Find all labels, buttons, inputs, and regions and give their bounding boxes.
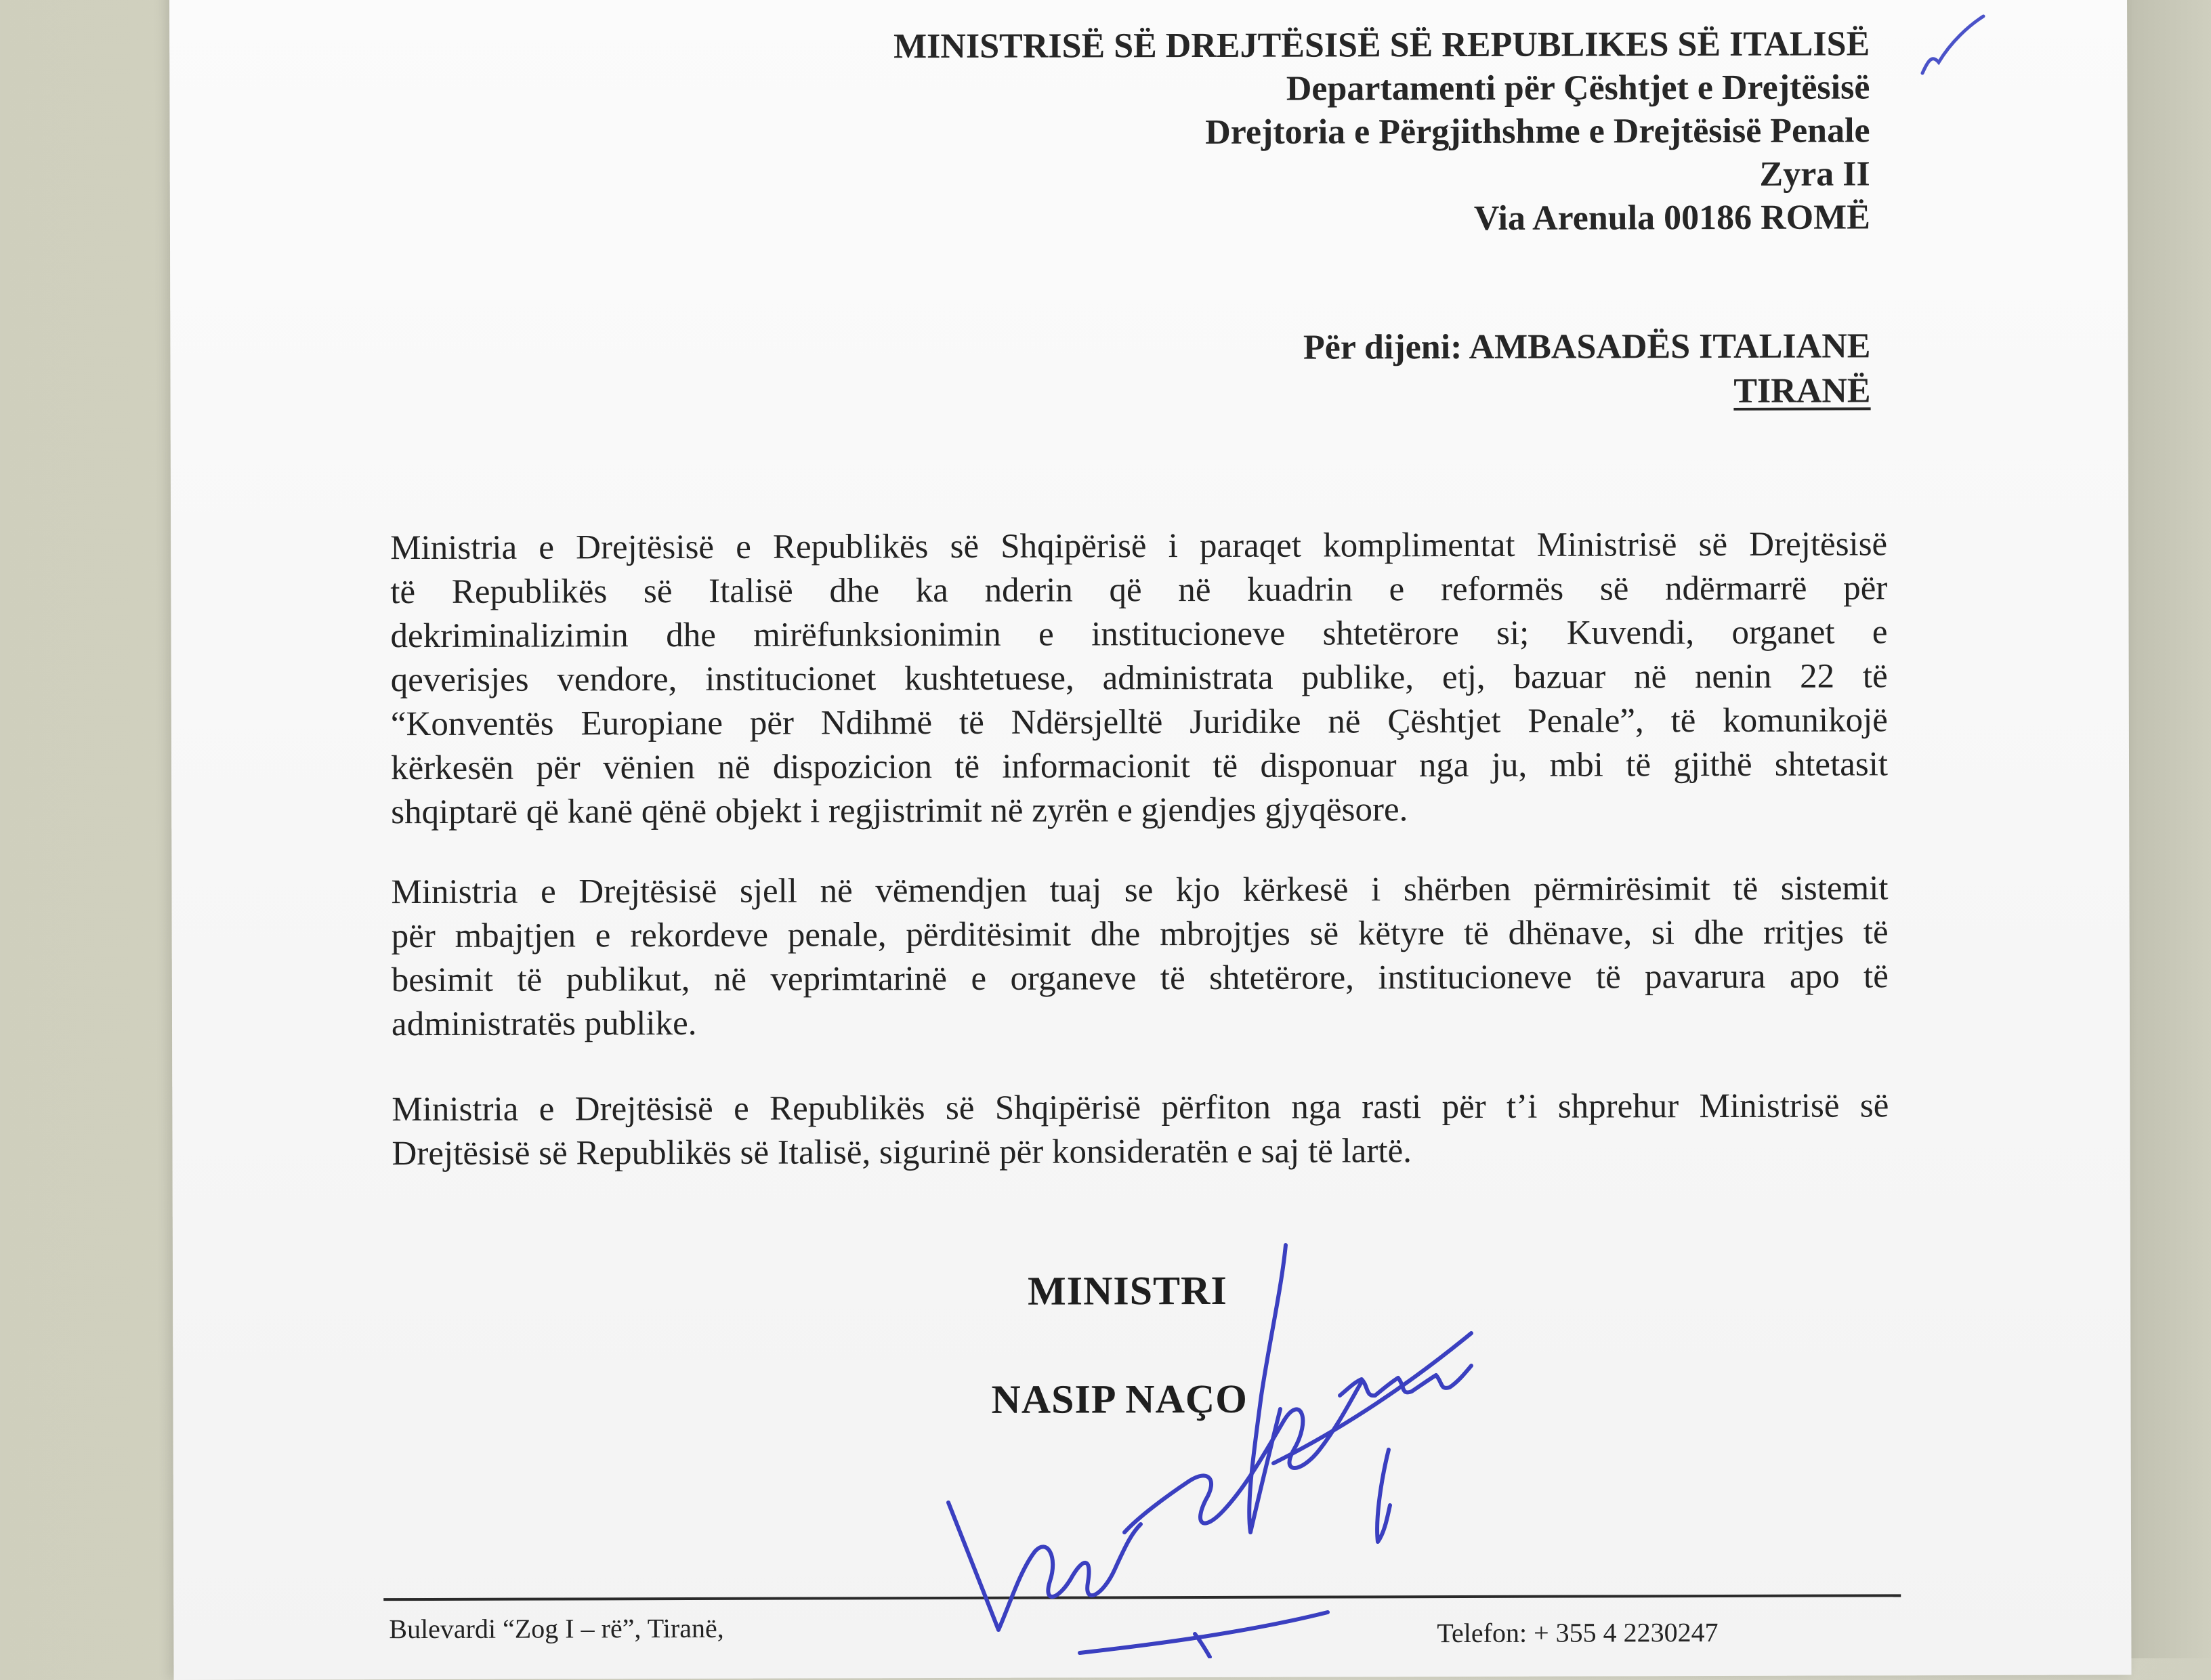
letter-page	[169, 0, 2132, 1680]
paragraph-line: Drejtësisë së Republikës së Italisë, sigurinë për konsideratën e saj të lartë.	[392, 1132, 1412, 1173]
addressee-office: Zyra II	[1759, 154, 1870, 194]
cc-recipient: AMBASADËS ITALIANE	[1469, 327, 1871, 366]
paragraph-line: dekriminalizimin dhe mirëfunksionimin e institucioneve shtetërore si; Kuvendi, organet e	[390, 613, 1888, 656]
body-paragraph-1	[390, 522, 1888, 835]
paragraph-line: të Republikës së Italisë dhe ka nderin që në kuadrin e reformës së ndërmarrë për	[390, 569, 1888, 612]
cc-label: Për dijeni:	[1303, 328, 1462, 367]
signatory-title: MINISTRI	[1027, 1267, 1227, 1314]
paragraph-line: për mbajtjen e rekordeve penale, përditësimit dhe mbrojtjes së këtyre të dhënave, si dhe rritjes të	[391, 913, 1889, 956]
body-paragraph-2	[391, 866, 1889, 1047]
cc-block	[1303, 324, 1871, 415]
paragraph-line: qeverisjes vendore, institucionet kushtetuese, administrata publike, etj, bazuar në nenin 22 të	[390, 657, 1888, 700]
paragraph-line: Ministria e Drejtësisë sjell në vëmendjen tuaj se kjo kërkesë i shërben përmirësimit të sistemit	[391, 869, 1889, 912]
addressee-department: Departamenti për Çështjet e Drejtësisë	[1286, 68, 1870, 108]
cc-city: TIRANË	[1733, 371, 1871, 411]
footer-divider	[383, 1594, 1901, 1601]
footer-phone: Telefon: + 355 4 2230247	[1437, 1617, 1719, 1649]
addressee-block	[893, 22, 1870, 242]
paragraph-line: shqiptarë që kanë qënë objekt i regjistrimit në zyrën e gjendjes gjyqësore.	[391, 791, 1408, 832]
paragraph-line: Ministria e Drejtësisë e Republikës së Shqipërisë përfiton nga rasti për t’i shprehur Ministrisë së	[392, 1087, 1889, 1129]
addressee-ministry: MINISTRISË SË DREJTËSISË SË REPUBLIKES SË ITALISË	[893, 24, 1870, 66]
footer-address: Bulevardi “Zog I – rë”, Tiranë,	[389, 1612, 724, 1645]
addressee-directorate: Drejtoria e Përgjithshme e Drejtësisë Penale	[1205, 111, 1870, 152]
paragraph-line: “Konventës Europiane për Ndihmë të Ndërsjelltë Juridike në Çështjet Penale”, të komunikojë	[390, 701, 1888, 744]
body-paragraph-3	[392, 1084, 1889, 1176]
paragraph-line: administratës publike.	[391, 1004, 697, 1044]
paragraph-line: kërkesën për vënien në dispozicion të informacionit të disponuar nga ju, mbi të gjithë shtetasit	[390, 745, 1889, 788]
signatory-name: NASIP NAÇO	[991, 1376, 1248, 1422]
paragraph-line: besimit të publikut, në veprimtarinë e organeve të shtetërore, institucioneve të pavarura apo të	[391, 957, 1889, 1000]
paragraph-line: Ministria e Drejtësisë e Republikës së Shqipërisë i paraqet komplimentat Ministrisë së Drejtësisë	[390, 525, 1888, 568]
addressee-street: Via Arenula 00186 ROMË	[1473, 198, 1870, 238]
